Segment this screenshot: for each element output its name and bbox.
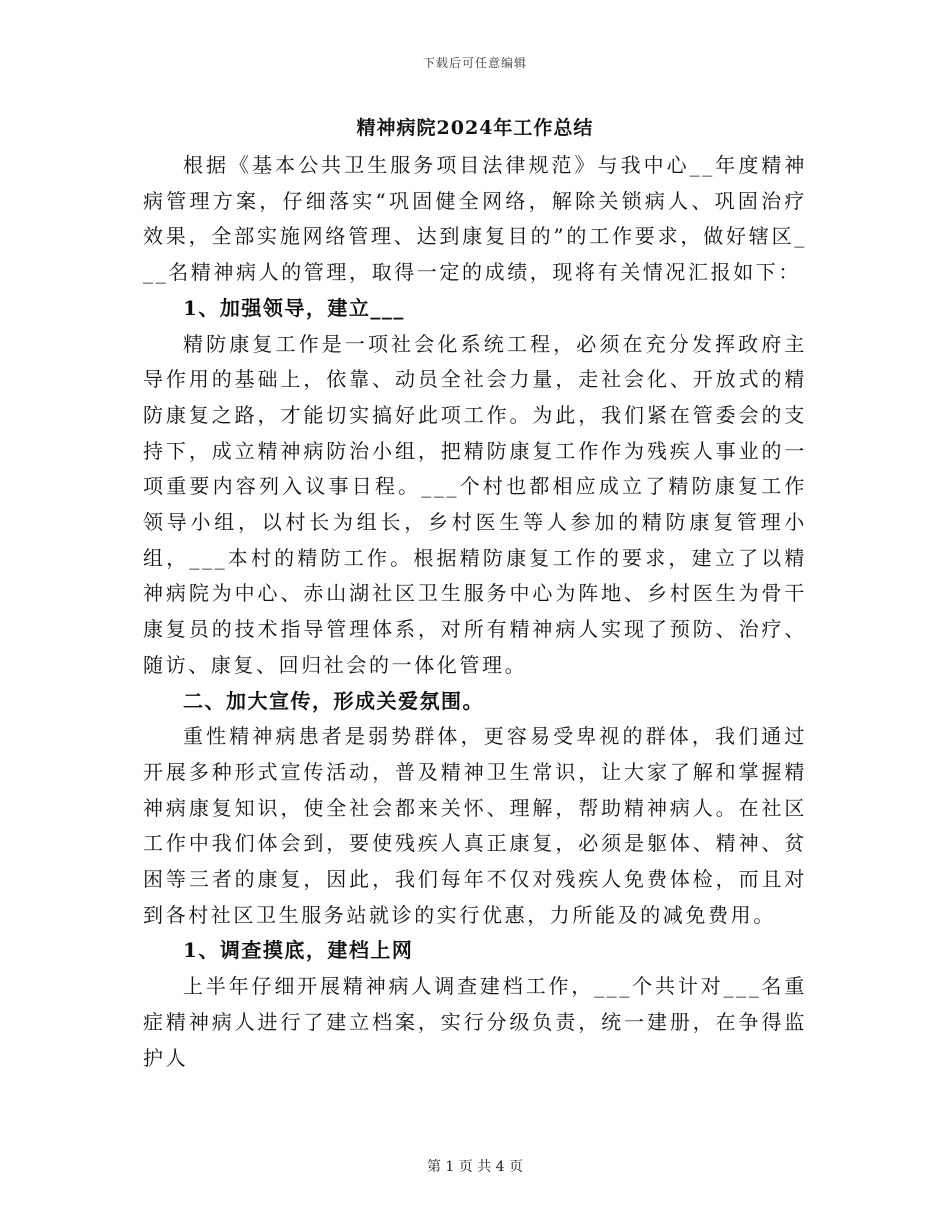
section-heading-2: 二、加大宣传，形成关爱氛围。 bbox=[183, 688, 484, 713]
page-number-footer: 第 1 页 共 4 页 bbox=[426, 1159, 524, 1175]
document-title: 精神病院2024年工作总结 bbox=[356, 117, 594, 139]
header-note: 下载后可任意编辑 bbox=[422, 56, 527, 70]
document-body bbox=[143, 148, 807, 1076]
paragraph-publicity: 重性精神病患者是弱势群体，更容易受卑视的群体，我们通过开展多种形式宣传活动，普及精神卫生常识，让大家了解和掌握精神病康复知识，使全社会都来关怀、理解，帮助精神病人。在社区工作中我们体会到，要使残疾人真正康复，必须是躯体、精神、贫困等三者的康复，因此，我们每年不仅对残疾人免费体检，而且对到各村社区卫生服务站就诊的实行优惠，力所能及的减免费用。 bbox=[143, 724, 807, 927]
section-heading-1: 1、加强领导，建立___ bbox=[183, 295, 405, 320]
section-heading-3: 1、调查摸底，建档上网 bbox=[183, 938, 414, 963]
paragraph-intro: 根据《基本公共卫生服务项目法律规范》与我中心__年度精神病管理方案，仔细落实“巩固健全网络，解除关锁病人、巩固治疗效果，全部实施网络管理、达到康复目的”的工作要求，做好辖区___名精神病人的管理，取得一定的成绩，现将有关情况汇报如下： bbox=[143, 153, 807, 285]
paragraph-leadership: 精防康复工作是一项社会化系统工程，必须在充分发挥政府主导作用的基础上，依靠、动员全社会力量，走社会化、开放式的精防康复之路，才能切实搞好此项工作。为此，我们紧在管委会的支持下，成立精神病防治小组，把精防康复工作作为残疾人事业的一项重要内容列入议事日程。___个村也都相应成立了精防康复工作领导小组，以村长为组长，乡村医生等人参加的精防康复管理小组，___本村的精防工作。根据精防康复工作的要求，建立了以精神病院为中心、赤山湖社区卫生服务中心为阵地、乡村医生为骨干康复员的技术指导管理体系，对所有精神病人实现了预防、治疗、随访、康复、回归社会的一体化管理。 bbox=[143, 331, 807, 677]
paragraph-survey: 上半年仔细开展精神病人调查建档工作，___个共计对___名重症精神病人进行了建立档案，实行分级负责，统一建册，在争得监护人 bbox=[143, 974, 807, 1070]
